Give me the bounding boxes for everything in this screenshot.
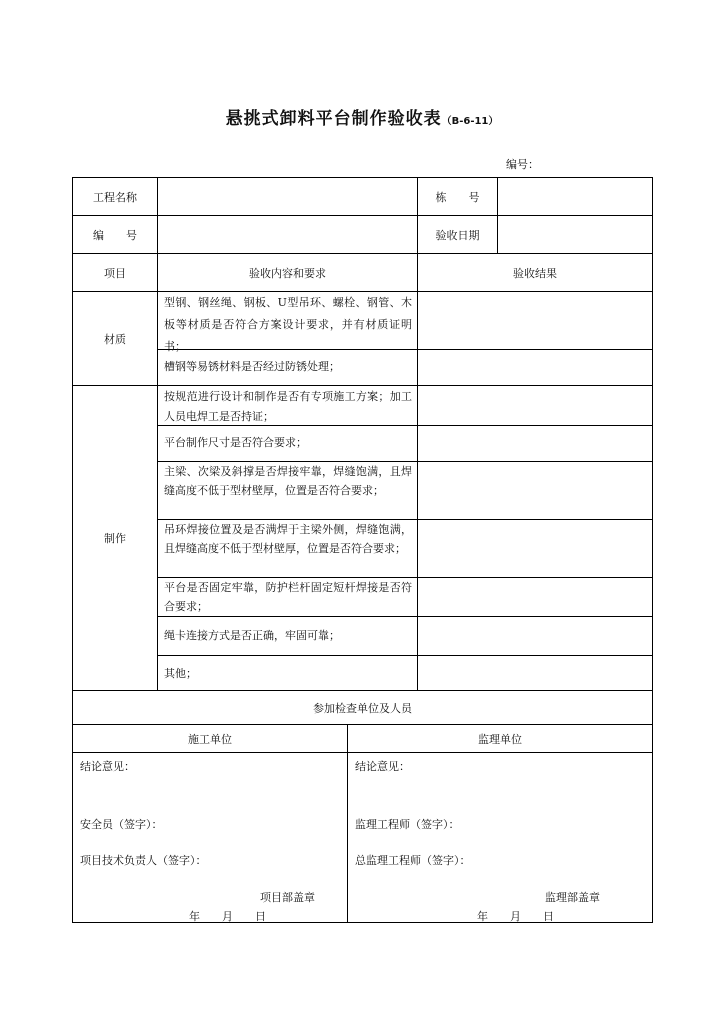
building-no-field[interactable] [498, 178, 652, 215]
form-title-main: 悬挑式卸料平台制作验收表 [225, 109, 442, 129]
material-result-1[interactable] [418, 292, 652, 349]
construction-conclusion-label: 结论意见： [80, 760, 135, 773]
doc-number-label: 编号： [506, 158, 539, 171]
production-result-3[interactable] [418, 462, 652, 519]
production-requirement-3: 主梁、次梁及斜撑是否焊接牢靠，焊缝饱满，且焊缝高度不低于型材壁厚，位置是否符合要求； [164, 465, 412, 497]
production-result-2[interactable] [418, 426, 652, 461]
section-production-label: 制作 [104, 532, 126, 545]
section-material-label: 材质 [104, 332, 126, 346]
column-result: 验收结果 [513, 266, 557, 280]
production-requirement-4: 吊环焊接位置及是否满焊于主梁外侧，焊缝饱满，且焊缝高度不低于型材壁厚，位置是否符合要求； [164, 523, 412, 555]
accept-date-field[interactable] [498, 216, 652, 253]
construction-tech-lead-signature[interactable]: 项目技术负责人（签字）： [80, 854, 207, 867]
form-title [0, 104, 724, 129]
supervision-unit-label: 监理单位 [478, 732, 522, 746]
production-requirement-7: 其他； [164, 667, 197, 680]
material-requirement-2: 槽钢等易锈材料是否经过防锈处理； [164, 360, 340, 373]
construction-safety-officer-signature[interactable]: 安全员（签字）： [80, 818, 163, 831]
form-code: （B-6-11） [441, 116, 499, 127]
column-item: 项目 [104, 266, 126, 280]
supervision-chief-engineer-signature[interactable]: 总监理工程师（签字）： [355, 854, 471, 867]
production-result-4[interactable] [418, 520, 652, 577]
construction-date-label[interactable]: 年 月 日 [189, 910, 266, 923]
column-content: 验收内容和要求 [249, 266, 326, 280]
construction-unit-label: 施工单位 [188, 732, 232, 746]
production-result-5[interactable] [418, 578, 652, 616]
production-requirement-1: 按规范进行设计和制作是否有专项施工方案；加工人员电焊工是否持证； [164, 390, 412, 423]
production-requirement-2: 平台制作尺寸是否符合要求； [164, 436, 307, 449]
vline [347, 724, 348, 923]
accept-date-label: 验收日期 [435, 228, 480, 242]
hline [72, 752, 653, 753]
project-name-field[interactable] [158, 178, 417, 215]
border-bottom [72, 922, 653, 923]
supervision-conclusion-label: 结论意见： [355, 760, 410, 773]
production-requirement-6: 绳卡连接方式是否正确，牢固可靠； [164, 629, 340, 642]
supervision-seal-label: 监理部盖章 [545, 891, 600, 904]
border-right [652, 177, 653, 923]
production-result-7[interactable] [418, 656, 652, 690]
participants-title: 参加检查单位及人员 [313, 701, 412, 715]
building-no-label: 栋 号 [435, 190, 480, 204]
project-name-label: 工程名称 [93, 190, 137, 204]
production-requirement-5: 平台是否固定牢靠，防护栏杆固定短杆焊接是否符合要求； [164, 581, 412, 613]
construction-seal-label: 项目部盖章 [260, 891, 315, 904]
material-result-2[interactable] [418, 350, 652, 385]
supervision-date-label[interactable]: 年 月 日 [477, 910, 554, 923]
material-requirement-1: 型钢、钢丝绳、钢板、U型吊环、螺栓、钢管、木板等材质是否符合方案设计要求，并有材质证明书； [164, 296, 412, 353]
number-field[interactable] [158, 216, 417, 253]
production-result-6[interactable] [418, 617, 652, 655]
supervision-engineer-signature[interactable]: 监理工程师（签字）： [355, 818, 460, 831]
number-label: 编 号 [93, 228, 137, 242]
production-result-1[interactable] [418, 386, 652, 425]
